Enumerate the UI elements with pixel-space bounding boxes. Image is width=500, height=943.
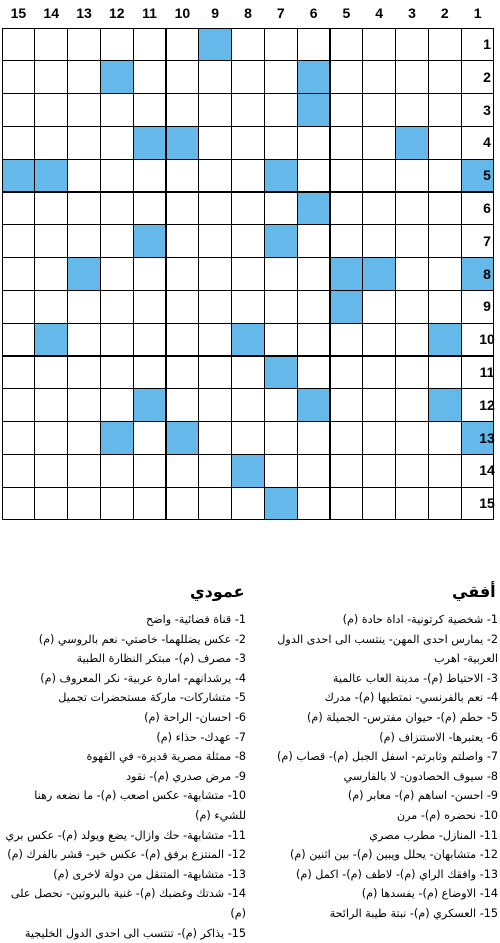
column-number: 7: [264, 0, 297, 26]
grid-block: [330, 257, 364, 291]
row-number: 3: [474, 94, 500, 127]
grid-cell[interactable]: [395, 290, 429, 324]
down-clue: 2- عكس يضللهما- خاصتي- نعم بالروسي (م): [2, 630, 246, 650]
grid-cell[interactable]: [330, 388, 364, 422]
grid-block: [428, 388, 462, 422]
grid-cell[interactable]: [133, 257, 167, 291]
grid-cell[interactable]: [67, 421, 101, 455]
grid-cell[interactable]: [231, 257, 265, 291]
row-number: 15: [474, 487, 500, 520]
grid-cell[interactable]: [264, 421, 298, 455]
grid-cell[interactable]: [67, 290, 101, 324]
grid-cell[interactable]: [166, 159, 200, 193]
grid-cell[interactable]: [133, 421, 167, 455]
grid-cell[interactable]: [362, 323, 396, 357]
grid-cell[interactable]: [34, 28, 68, 62]
across-clues-list: [258, 610, 498, 924]
grid-cell[interactable]: [231, 93, 265, 127]
grid-cell[interactable]: [428, 93, 462, 127]
grid-cell[interactable]: [198, 388, 232, 422]
grid-cell[interactable]: [264, 290, 298, 324]
down-clue: 11- متشابهة- حك وازال- يضع ويولد (م)- عكس بري: [2, 826, 246, 846]
across-clue: 12- متشابهان- يحلل ويبين (م)- بين اثنين (م): [258, 845, 498, 865]
across-clue: 3- الاحتياط (م)- مدينة العاب عالمية: [258, 669, 498, 689]
grid-block: [297, 60, 331, 94]
grid-cell[interactable]: [67, 192, 101, 226]
grid-cell[interactable]: [231, 126, 265, 160]
grid-cell[interactable]: [67, 356, 101, 390]
grid-cell[interactable]: [330, 224, 364, 258]
grid-cell[interactable]: [34, 192, 68, 226]
grid-cell[interactable]: [100, 224, 134, 258]
across-clue: 13- وافقك الراي (م)- لاطف (م)- اكمل (م): [258, 865, 498, 885]
grid-block: [330, 290, 364, 324]
grid-cell[interactable]: [362, 356, 396, 390]
across-clue: 10- نحضره (م)- مرن: [258, 806, 498, 826]
grid-cell[interactable]: [264, 323, 298, 357]
grid-cell[interactable]: [428, 159, 462, 193]
grid-cell[interactable]: [362, 60, 396, 94]
across-clue: 4- نعم بالفرنسي- نمتطيها (م)- مدرك: [258, 688, 498, 708]
grid-cell[interactable]: [428, 454, 462, 488]
grid-cell[interactable]: [2, 126, 36, 160]
grid-cell[interactable]: [67, 159, 101, 193]
row-number: 2: [474, 61, 500, 94]
column-number: 11: [133, 0, 166, 26]
grid-cell[interactable]: [428, 290, 462, 324]
grid-block: [297, 93, 331, 127]
grid-cell[interactable]: [2, 388, 36, 422]
down-clue: 10- متشابهة- عكس اصعب (م)- ما نضعه رهنا للشيء (م): [2, 786, 246, 825]
grid-cell[interactable]: [297, 290, 331, 324]
grid-cell[interactable]: [428, 60, 462, 94]
column-number: 5: [330, 0, 363, 26]
grid-cell[interactable]: [198, 257, 232, 291]
grid-cell[interactable]: [297, 421, 331, 455]
column-number: 13: [68, 0, 101, 26]
grid-cell[interactable]: [362, 192, 396, 226]
grid-cell[interactable]: [34, 421, 68, 455]
grid-cell[interactable]: [395, 93, 429, 127]
grid-cell[interactable]: [133, 454, 167, 488]
grid-cell[interactable]: [330, 28, 364, 62]
grid-cell[interactable]: [198, 290, 232, 324]
grid-cell[interactable]: [198, 487, 232, 521]
grid-cell[interactable]: [198, 192, 232, 226]
grid-cell[interactable]: [198, 159, 232, 193]
grid-cell[interactable]: [34, 290, 68, 324]
across-clues-title: أفقي: [452, 582, 496, 601]
grid-cell[interactable]: [297, 487, 331, 521]
across-clue: 5- حطم (م)- حيوان مفترس- الجميلة (م): [258, 708, 498, 728]
grid-cell[interactable]: [67, 454, 101, 488]
grid-cell[interactable]: [395, 356, 429, 390]
grid-cell[interactable]: [166, 257, 200, 291]
down-clue: 15- يذاكر (م)- تنتسب الى احدى الدول الخليجية: [2, 924, 246, 943]
grid-cell[interactable]: [395, 224, 429, 258]
grid-cell[interactable]: [264, 192, 298, 226]
grid-cell[interactable]: [231, 487, 265, 521]
grid-cell[interactable]: [133, 356, 167, 390]
grid-cell[interactable]: [34, 388, 68, 422]
across-clue: 14- الاوضاع (م)- يفسدها (م): [258, 884, 498, 904]
grid-cell[interactable]: [133, 323, 167, 357]
grid-cell[interactable]: [100, 257, 134, 291]
grid-cell[interactable]: [264, 126, 298, 160]
grid-block: [34, 323, 68, 357]
grid-cell[interactable]: [362, 290, 396, 324]
grid-cell[interactable]: [428, 487, 462, 521]
grid-cell[interactable]: [2, 192, 36, 226]
grid-cell[interactable]: [428, 192, 462, 226]
grid-cell[interactable]: [166, 192, 200, 226]
grid-cell[interactable]: [166, 290, 200, 324]
grid-cell[interactable]: [428, 224, 462, 258]
grid-cell[interactable]: [2, 224, 36, 258]
grid-block: [34, 159, 68, 193]
grid-cell[interactable]: [34, 60, 68, 94]
grid-cell[interactable]: [395, 421, 429, 455]
grid-cell[interactable]: [362, 454, 396, 488]
down-clue: 3- مصرف (م)- مبتكر النظارة الطبية: [2, 649, 246, 669]
row-number: 10: [474, 323, 500, 356]
grid-cell[interactable]: [395, 159, 429, 193]
grid-block: [231, 454, 265, 488]
grid-cell[interactable]: [100, 290, 134, 324]
grid-cell[interactable]: [297, 28, 331, 62]
grid-cell[interactable]: [2, 323, 36, 357]
grid-cell[interactable]: [133, 290, 167, 324]
column-number: 9: [199, 0, 232, 26]
grid-cell[interactable]: [362, 93, 396, 127]
grid-cell[interactable]: [231, 290, 265, 324]
grid-block: [264, 224, 298, 258]
grid-cell[interactable]: [2, 93, 36, 127]
grid-cell[interactable]: [330, 60, 364, 94]
row-number: 14: [474, 454, 500, 487]
grid-cell[interactable]: [100, 388, 134, 422]
grid-cell[interactable]: [133, 159, 167, 193]
down-clue: 6- احسان- الراحة (م): [2, 708, 246, 728]
down-clue: 14- شدتك وغضبك (م)- غنية بالبروتين- نحصل على (م): [2, 884, 246, 923]
across-clue: 2- يمارس احدى المهن- ينتسب الى احدى الدول العربية- اهرب: [258, 630, 498, 669]
across-clue: 6- يعتبرها- الاستنزاف (م): [258, 728, 498, 748]
across-clue: 7- واصلتم وثابرتم- اسفل الجبل (م)- قصاب (م): [258, 747, 498, 767]
grid-cell[interactable]: [100, 126, 134, 160]
grid-cell[interactable]: [198, 323, 232, 357]
down-clue: 4- يرشدانهم- امارة عربية- نكر المعروف (م): [2, 669, 246, 689]
down-clue: 12- المنتزع برفق (م)- عكس خير- قشر بالفرك (م): [2, 845, 246, 865]
grid-block: [395, 126, 429, 160]
column-number: 1: [461, 0, 494, 26]
grid-block: [166, 126, 200, 160]
grid-cell[interactable]: [362, 159, 396, 193]
grid-cell[interactable]: [133, 487, 167, 521]
across-clue: 9- احسن- اساهم (م)- معابر (م): [258, 786, 498, 806]
down-clue: 5- متشاركات- ماركة مستحضرات تجميل: [2, 688, 246, 708]
grid-cell[interactable]: [67, 28, 101, 62]
down-clue: 9- مرض صدري (م)- نقود: [2, 767, 246, 787]
grid-cell[interactable]: [330, 323, 364, 357]
down-clue: 8- ممثلة مصرية قديرة- في القهوة: [2, 747, 246, 767]
grid-cell[interactable]: [100, 192, 134, 226]
grid-cell[interactable]: [2, 421, 36, 455]
grid-cell[interactable]: [2, 487, 36, 521]
grid-cell[interactable]: [67, 388, 101, 422]
column-number: 12: [100, 0, 133, 26]
column-number: 2: [428, 0, 461, 26]
grid-cell[interactable]: [264, 388, 298, 422]
grid-cell[interactable]: [166, 323, 200, 357]
grid-cell[interactable]: [264, 60, 298, 94]
grid-cell[interactable]: [297, 126, 331, 160]
grid-cell[interactable]: [231, 224, 265, 258]
across-clue: 1- شخصية كرتونية- اداة حادة (م): [258, 610, 498, 630]
grid-cell[interactable]: [231, 421, 265, 455]
grid-cell[interactable]: [330, 126, 364, 160]
grid-block: [231, 323, 265, 357]
grid-cell[interactable]: [330, 454, 364, 488]
grid-cell[interactable]: [34, 487, 68, 521]
grid-cell[interactable]: [100, 356, 134, 390]
grid-cell[interactable]: [297, 224, 331, 258]
row-number: 9: [474, 290, 500, 323]
grid-cell[interactable]: [264, 454, 298, 488]
grid-cell[interactable]: [34, 93, 68, 127]
grid-cell[interactable]: [297, 323, 331, 357]
grid-cell[interactable]: [2, 257, 36, 291]
grid-cell[interactable]: [34, 257, 68, 291]
grid-cell[interactable]: [428, 126, 462, 160]
grid-cell[interactable]: [100, 487, 134, 521]
row-number: 4: [474, 126, 500, 159]
grid-cell[interactable]: [231, 28, 265, 62]
grid-cell[interactable]: [362, 421, 396, 455]
grid-cell[interactable]: [34, 454, 68, 488]
row-number: 7: [474, 225, 500, 258]
grid-cell[interactable]: [100, 28, 134, 62]
grid-cell[interactable]: [133, 192, 167, 226]
grid-cell[interactable]: [198, 356, 232, 390]
grid-cell[interactable]: [395, 487, 429, 521]
grid-cell[interactable]: [297, 454, 331, 488]
grid-block: [133, 224, 167, 258]
grid-cell[interactable]: [166, 454, 200, 488]
grid-cell[interactable]: [198, 454, 232, 488]
grid-cell[interactable]: [34, 224, 68, 258]
down-clue: 1- قناة فضائية- واضح: [2, 610, 246, 630]
grid-cell[interactable]: [198, 126, 232, 160]
grid-cell[interactable]: [330, 93, 364, 127]
grid-cell[interactable]: [231, 356, 265, 390]
row-number: 12: [474, 389, 500, 422]
grid-cell[interactable]: [2, 454, 36, 488]
grid-cell[interactable]: [198, 224, 232, 258]
grid-cell[interactable]: [100, 159, 134, 193]
grid-cell[interactable]: [166, 28, 200, 62]
grid-cell[interactable]: [395, 28, 429, 62]
grid-cell[interactable]: [166, 224, 200, 258]
grid-cell[interactable]: [297, 257, 331, 291]
grid-block: [362, 257, 396, 291]
row-number: 6: [474, 192, 500, 225]
grid-block: [297, 388, 331, 422]
grid-cell[interactable]: [231, 192, 265, 226]
grid-cell[interactable]: [100, 454, 134, 488]
grid-cell[interactable]: [362, 28, 396, 62]
grid-block: [100, 421, 134, 455]
grid-block: [166, 421, 200, 455]
grid-block: [133, 388, 167, 422]
grid-cell[interactable]: [428, 421, 462, 455]
grid-cell[interactable]: [362, 487, 396, 521]
grid-cell[interactable]: [395, 192, 429, 226]
grid-cell[interactable]: [100, 93, 134, 127]
grid-cell[interactable]: [198, 93, 232, 127]
grid-cell[interactable]: [100, 323, 134, 357]
column-number: 10: [166, 0, 199, 26]
grid-cell[interactable]: [330, 356, 364, 390]
grid-cell[interactable]: [395, 388, 429, 422]
grid-cell[interactable]: [395, 323, 429, 357]
grid-cell[interactable]: [330, 421, 364, 455]
grid-cell[interactable]: [34, 126, 68, 160]
grid-cell[interactable]: [362, 388, 396, 422]
grid-block: [67, 257, 101, 291]
grid-block: [264, 159, 298, 193]
row-number: 1: [474, 28, 500, 61]
grid-cell[interactable]: [231, 60, 265, 94]
grid-cell[interactable]: [264, 257, 298, 291]
row-number: 11: [474, 356, 500, 389]
grid-cell[interactable]: [2, 356, 36, 390]
grid-cell[interactable]: [231, 159, 265, 193]
grid-cell[interactable]: [67, 60, 101, 94]
down-clues-list: [2, 610, 246, 943]
grid-block: [264, 356, 298, 390]
grid-cell[interactable]: [67, 93, 101, 127]
grid-cell[interactable]: [362, 126, 396, 160]
grid-cell[interactable]: [330, 487, 364, 521]
grid-cell[interactable]: [166, 388, 200, 422]
grid-block: [2, 159, 36, 193]
across-clue: 11- المنازل- مطرب مصري: [258, 826, 498, 846]
column-number: 15: [2, 0, 35, 26]
across-clue: 15- العسكري (م)- نبتة طيبة الرائحة: [258, 904, 498, 924]
column-number: 6: [297, 0, 330, 26]
grid-cell[interactable]: [166, 356, 200, 390]
row-number: 5: [474, 159, 500, 192]
grid-block: [198, 28, 232, 62]
down-clue: 13- متشابهة- المتنقل من دولة لاخرى (م): [2, 865, 246, 885]
grid-cell[interactable]: [2, 60, 36, 94]
grid-block: [297, 192, 331, 226]
grid-cell[interactable]: [166, 60, 200, 94]
grid-cell[interactable]: [67, 323, 101, 357]
down-clues-title: عمودي: [190, 582, 245, 601]
grid-cell[interactable]: [133, 93, 167, 127]
grid-cell[interactable]: [264, 93, 298, 127]
grid-cell[interactable]: [133, 28, 167, 62]
across-clue: 8- سيوف الحصادون- لا بالفارسي: [258, 767, 498, 787]
grid-cell[interactable]: [133, 60, 167, 94]
grid-cell[interactable]: [67, 126, 101, 160]
grid-block: [428, 323, 462, 357]
grid-cell[interactable]: [297, 356, 331, 390]
grid-cell[interactable]: [166, 487, 200, 521]
grid-cell[interactable]: [2, 28, 36, 62]
grid-cell[interactable]: [2, 290, 36, 324]
row-number: 13: [474, 422, 500, 455]
column-number: 14: [35, 0, 68, 26]
grid-cell[interactable]: [428, 257, 462, 291]
grid-cell[interactable]: [166, 93, 200, 127]
column-number: 8: [232, 0, 265, 26]
grid-cell[interactable]: [198, 60, 232, 94]
grid-block: [100, 60, 134, 94]
grid-cell[interactable]: [264, 28, 298, 62]
grid-cell[interactable]: [67, 487, 101, 521]
grid-cell[interactable]: [330, 159, 364, 193]
grid-cell[interactable]: [231, 388, 265, 422]
grid-cell[interactable]: [428, 356, 462, 390]
grid-block: [133, 126, 167, 160]
grid-cell[interactable]: [428, 28, 462, 62]
grid-cell[interactable]: [67, 224, 101, 258]
grid-cell[interactable]: [198, 421, 232, 455]
grid-block: [264, 487, 298, 521]
grid-cell[interactable]: [297, 159, 331, 193]
column-number: 4: [363, 0, 396, 26]
grid-cell[interactable]: [395, 454, 429, 488]
grid-cell[interactable]: [34, 356, 68, 390]
row-number: 8: [474, 258, 500, 291]
down-clue: 7- عهدك- حذاء (م): [2, 728, 246, 748]
grid-cell[interactable]: [330, 192, 364, 226]
grid-cell[interactable]: [395, 257, 429, 291]
grid-cell[interactable]: [362, 224, 396, 258]
column-number: 3: [396, 0, 429, 26]
grid-cell[interactable]: [395, 60, 429, 94]
